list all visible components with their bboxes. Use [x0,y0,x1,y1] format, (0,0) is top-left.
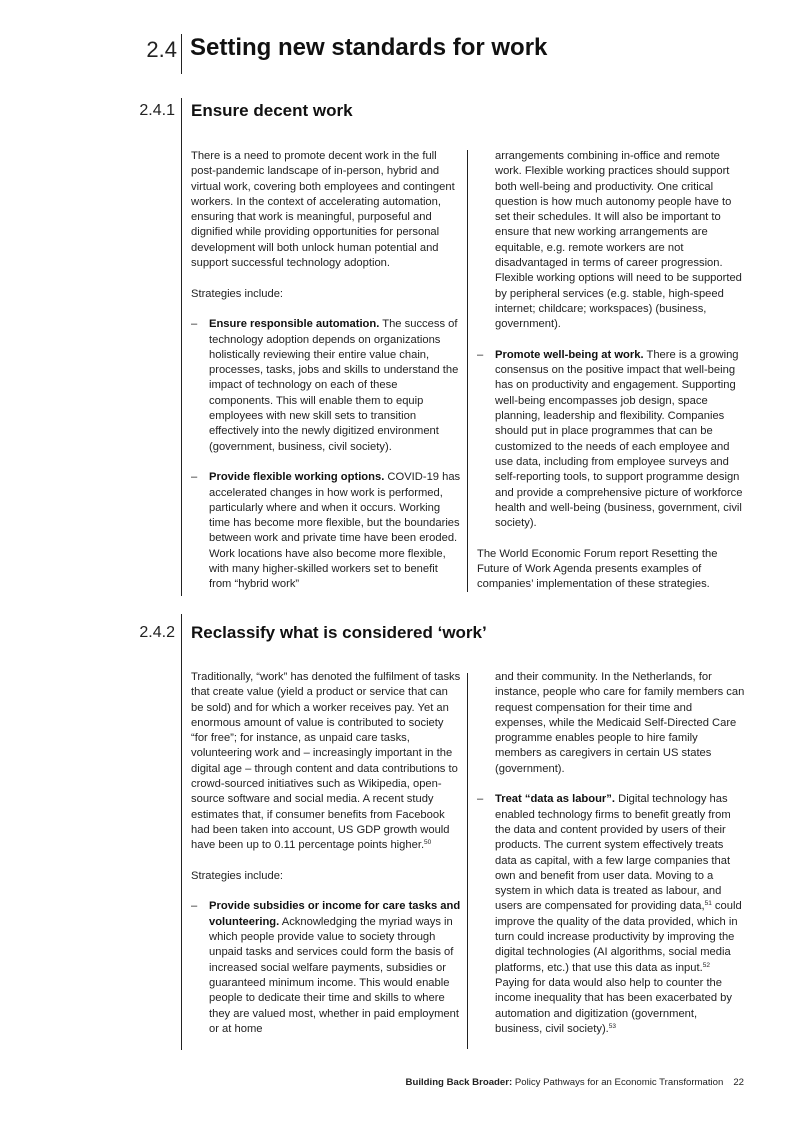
bullet-text: Paying for data would also help to counter the income inequality that has been exacerbated by automation and digitization (government, business, civil society). [495,976,732,1035]
bullet-dash: – [191,900,198,913]
sub2-right-column [477,670,745,1052]
sub2-intro [191,670,462,854]
subsection-title-1: Ensure decent work [191,101,353,120]
sub1-right-column [477,149,745,608]
bullet-text: COVID-19 has accelerated changes in how work is performed, particularly where and when it occurs. Working time has become more flexible, but the boundaries between work and private time have been eroded. Work locations have also become more flexible, with many higher-skilled workers set to benefit from “hybrid work” [209,471,461,591]
bullet-title: Ensure responsible automation. [209,318,380,331]
list-item [477,792,745,1037]
bullet-text: could improve the quality of the data provided, which in turn could increase productivity by improving the digital technologies (AI algorithms, social media platforms, etc.) that use this data as input. [495,900,742,974]
sub1-strategies-label: Strategies include: [191,287,284,300]
subsection-divider-1 [181,98,182,596]
bullet-text: arrangements combining in-office and remote work. Flexible working practices should support both well-being and productivity. One critical question is how much autonomy people have to set their schedules. It will also be important to ensure that new working arrangements are equitable, e.g. remote workers are not disadvantaged in terms of career progression. Flexible working options will need to be supported by peripheral services (e.g. stable, high-speed internet; childcare; workspaces) (business, government). [495,150,742,331]
subsection-number-1: 2.4.1 [139,102,175,119]
bullet-dash: – [477,793,484,806]
footnote-ref: 52 [702,961,710,969]
sub2-left-column [191,670,462,1052]
bullet-title: Treat “data as labour”. [495,793,615,806]
sub1-intro: There is a need to promote decent work in the full post-pandemic landscape of in-person, hybrid and virtual work, covering both employees and contingent workers. In the context of accelerating automation, ensuring that work is meaningful, purposeful and dignified while providing opportunities for personal development will both unlock human potential and support successful technology adoption. [191,150,455,270]
page-number: 22 [733,1077,744,1088]
bullet-text: The success of technology adoption depends on organizations holistically reviewing their entire value chain, processes, tasks, jobs and skills to understand the impact of technology on each of these components. This will enable them to equip employees with new skill sets to transition effectively into the newly digitized environment (government, business, civil society). [209,318,459,453]
footnote-ref: 53 [608,1022,617,1030]
subsection-number-2: 2.4.2 [139,624,175,641]
list-item-continued [477,149,745,333]
page-footer [406,1077,744,1088]
list-item [191,317,461,455]
bullet-title: Provide subsidies or income for care tasks and volunteering. [209,900,461,928]
section-divider [181,34,182,74]
sub1-closing: The World Economic Forum report Resetting the Future of Work Agenda presents examples of companies’ implementation of these strategies. [477,547,718,591]
sub1-left-column [191,149,461,608]
bullet-title: Promote well-being at work. [495,348,644,361]
bullet-text: There is a growing consensus on the positive impact that well-being has on productivity and engagement. Supporting well-being encompasses job design, space planning, leadership and flexibility. Companies should put in place programmes that can be customized to the needs of each employee and use data, including from employee surveys and self-reporting tools, to support programme design and provide a comprehensive picture of workforce health and well-being (business, government, civil society). [495,348,743,530]
footer-title-rest: Policy Pathways for an Economic Transformation [512,1077,724,1088]
bullet-dash: – [191,471,198,484]
bullet-dash: – [477,348,484,361]
bullet-dash: – [191,318,198,331]
sub2-intro-text: Traditionally, “work” has denoted the fulfilment of tasks that create value (yield a product or service that can be sold) and for which a worker receives pay. Yet an enormous amount of value is contributed to society “for free”; for instance, as unpaid care tasks, volunteering work and – increasingly important in the digital age – through content and data contributions to crowd-sourced initiatives such as Wikipedia, open-source software and social media. A recent study estimates that, if consumer benefits from Facebook had been taken into account, US GDP growth would have been up to 0.11 percentage points higher. [191,671,461,852]
bullet-text: and their community. In the Netherlands, for instance, people who care for family members can request compensation for their time and expenses, while the Medicaid Self-Directed Care programme enables people to hire family members as caregivers in certain US states (government). [495,671,745,775]
column-divider-1 [467,150,468,592]
subsection-divider-2 [181,614,182,1050]
list-item [191,899,462,1037]
sub2-strategies-label: Strategies include: [191,869,284,882]
bullet-text: Digital technology has enabled technology firms to benefit greatly from the data and content provided by users of their products. The current system effectively treats data as capital, with a few large companies that own and benefit from user data. Moving to a system in which data is treated as labour, and users are compensated for providing data, [495,793,731,913]
section-title: Setting new standards for work [190,34,548,61]
footer-title-bold: Building Back Broader: [405,1077,513,1088]
list-item-continued [477,670,745,777]
section-number: 2.4 [146,37,177,62]
footnote-ref: 51 [704,900,712,908]
list-item [191,470,461,592]
subsection-title-2: Reclassify what is considered ‘work’ [191,623,487,642]
list-item [477,348,745,532]
column-divider-2 [467,673,468,1049]
bullet-title: Provide flexible working options. [209,471,385,484]
bullet-text: Acknowledging the myriad ways in which people provide value to society through unpaid tasks and services could form the basis of increased social welfare payments, subsidies or guaranteed minimum income. This would enable people to dedicate their time and skills to where they are valued most, whether in paid employment or at home [209,915,459,1035]
footnote-ref: 50 [424,839,432,847]
